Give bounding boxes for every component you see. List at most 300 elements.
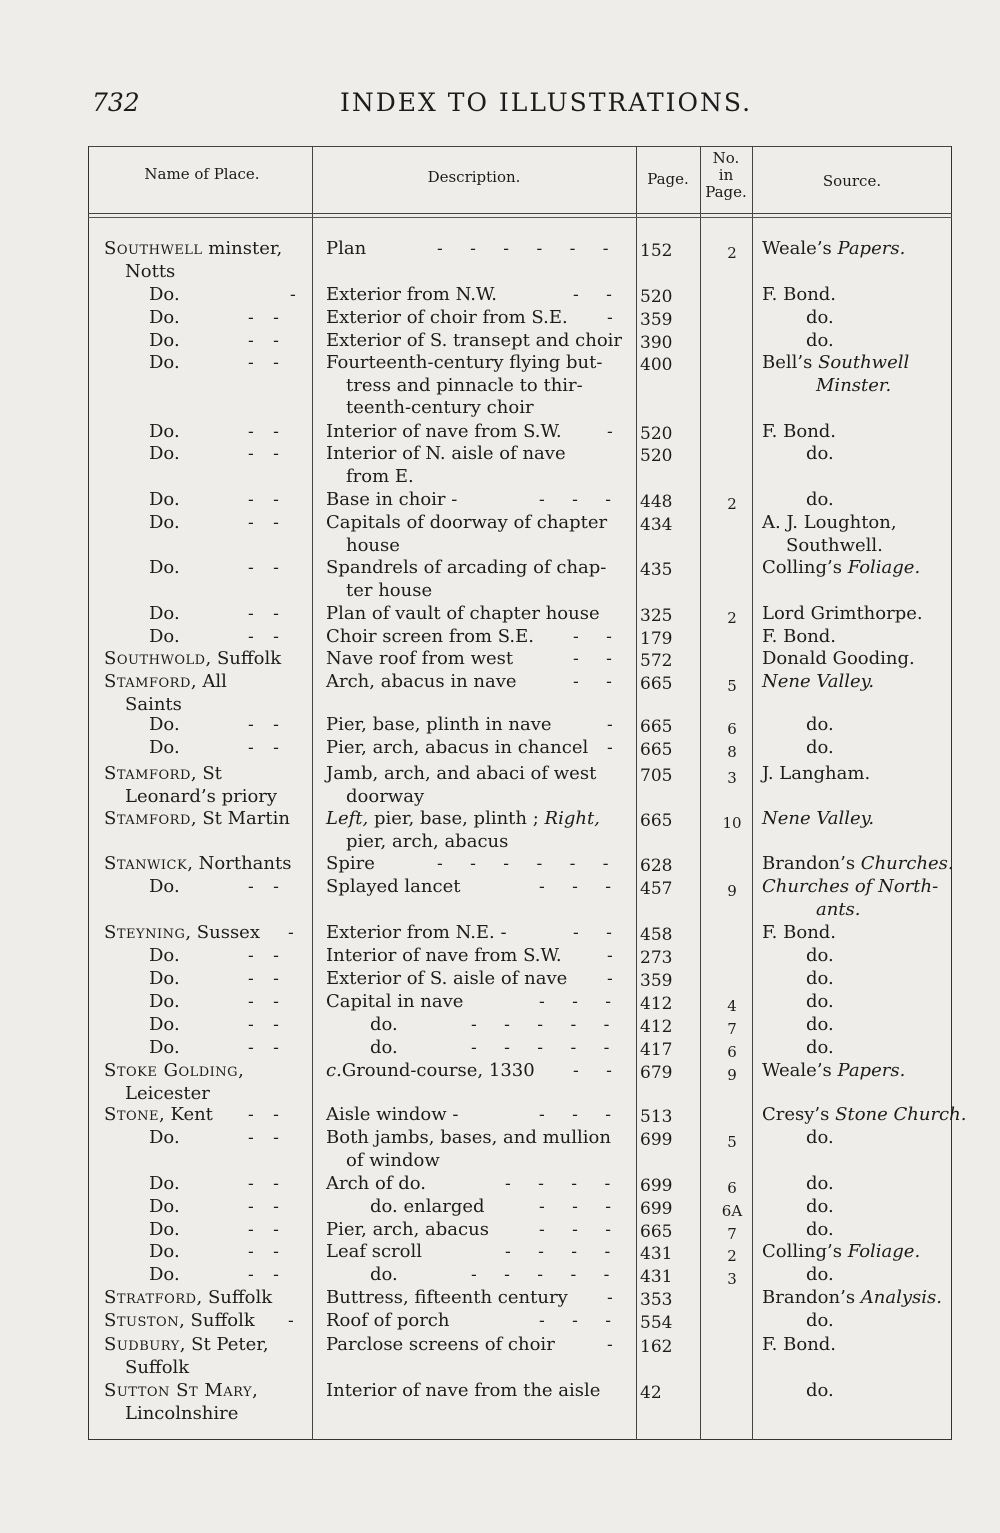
place-name-ditto — [149, 512, 180, 535]
page-reference — [640, 947, 710, 970]
ditto-mark: Do. — [149, 968, 180, 989]
description-text: of window — [346, 1149, 440, 1171]
page-reference — [640, 673, 710, 696]
place-name-main: Stamford — [104, 671, 191, 692]
source-ditto: do. — [806, 1037, 834, 1058]
leader-dashes-text: - - — [248, 1220, 279, 1240]
description — [326, 1287, 568, 1310]
source-italic: Papers. — [837, 238, 906, 259]
leader-dashes-text: - - — [248, 877, 279, 897]
leader-dashes-text: - - — [248, 513, 279, 533]
description — [326, 1334, 555, 1357]
description-continuation — [346, 535, 400, 558]
place-name-rest: , — [238, 1060, 244, 1081]
place-name — [104, 1310, 255, 1333]
place-name-main: Southwold — [104, 648, 206, 669]
leader-dashes — [248, 737, 279, 760]
description — [326, 512, 607, 535]
number-in-page-value: 2 — [727, 609, 737, 627]
source-text: Donald Gooding. — [762, 648, 915, 669]
leader-dashes — [607, 307, 613, 330]
description-continuation — [346, 580, 432, 603]
leader-dashes-text: - - - - - — [471, 1265, 610, 1285]
number-in-page — [702, 1018, 762, 1041]
description-continuation — [346, 375, 583, 398]
page-number-value: 448 — [640, 492, 673, 512]
leader-dashes — [539, 1310, 611, 1333]
place-name-main: Sudbury — [104, 1334, 180, 1355]
ditto-mark: Do. — [149, 307, 180, 328]
page-reference — [640, 286, 710, 309]
description — [326, 1127, 611, 1150]
leader-dashes-text: - - - — [539, 1197, 612, 1217]
leader-dashes-text: - - — [573, 285, 612, 305]
page-reference — [640, 354, 710, 377]
leader-dashes — [539, 1219, 611, 1242]
description-text: Arch of do. — [326, 1173, 426, 1194]
ditto-mark: Do. — [149, 557, 180, 578]
place-name-main: Southwell — [104, 238, 203, 259]
place-name — [104, 922, 260, 945]
ditto-mark: Do. — [149, 1127, 180, 1148]
place-name — [104, 1334, 269, 1357]
leader-dashes-text: - - — [248, 353, 279, 373]
place-name-rest: , All — [190, 671, 227, 692]
description-text: Plan of vault of chapter house — [326, 603, 600, 624]
description-text: ter house — [346, 579, 433, 601]
description-text: do. enlarged — [370, 1196, 485, 1217]
leader-dashes — [248, 1104, 279, 1127]
number-in-page-value: 2 — [727, 1247, 737, 1265]
page-reference — [640, 605, 710, 628]
leader-dashes — [471, 1037, 609, 1060]
number-in-page — [702, 1064, 762, 1087]
source-italic: Foliage. — [847, 1241, 921, 1262]
description — [326, 1380, 600, 1403]
page-number-value: 520 — [640, 446, 673, 466]
place-name-cont-text: Lincolnshire — [125, 1402, 239, 1424]
leader-dashes — [288, 922, 294, 945]
source — [762, 626, 836, 649]
description-text: Choir screen from S.E. — [326, 626, 534, 647]
leader-dashes — [248, 352, 279, 375]
leader-dashes-text: - — [288, 923, 294, 943]
source — [762, 1287, 942, 1310]
source — [806, 1173, 834, 1196]
source-italic: Churches of North- — [762, 876, 939, 897]
place-name-rest: , Suffolk — [179, 1310, 255, 1331]
description — [326, 421, 562, 444]
source — [806, 1127, 834, 1150]
description-text: Fourteenth-century flying but- — [326, 352, 603, 373]
leader-dashes — [248, 557, 279, 580]
place-name — [104, 671, 227, 694]
page-number-value: 412 — [640, 994, 673, 1014]
leader-dashes — [248, 1014, 279, 1037]
number-in-page — [702, 1245, 762, 1268]
page-number-value: 554 — [640, 1313, 673, 1333]
description-continuation — [346, 831, 508, 854]
number-in-page-value: 7 — [727, 1225, 737, 1243]
leader-dashes-text: - - — [248, 969, 279, 989]
place-name-rest: , — [252, 1380, 258, 1401]
column-divider — [312, 146, 313, 1440]
source — [806, 1196, 834, 1219]
page-reference — [640, 993, 710, 1016]
page-reference — [640, 810, 710, 833]
leader-dashes-text: - - - - — [505, 1242, 611, 1262]
page-number-value: 665 — [640, 717, 673, 737]
description-text: tress and pinnacle to thir- — [346, 374, 583, 396]
description-continuation — [346, 1150, 440, 1173]
source — [762, 284, 836, 307]
source-italic: Southwell — [818, 352, 910, 373]
description — [326, 808, 600, 831]
page-reference — [640, 855, 710, 878]
source-text: Cresy’s — [762, 1104, 836, 1125]
leader-dashes-text: - - — [248, 308, 279, 328]
number-in-page — [702, 718, 762, 741]
description-text: house — [346, 534, 400, 556]
description — [326, 1241, 422, 1264]
page-reference — [640, 765, 710, 788]
source-text: F. Bond. — [762, 1334, 837, 1355]
description — [326, 876, 460, 899]
description — [326, 284, 497, 307]
description-text: Plan — [326, 238, 367, 259]
source — [762, 1060, 905, 1083]
number-in-page — [702, 242, 762, 265]
leader-dashes — [288, 1310, 294, 1333]
ditto-mark: Do. — [149, 489, 180, 510]
place-name-main: Sutton St Mary — [104, 1380, 253, 1401]
number-in-page-value: 10 — [722, 814, 742, 832]
ditto-mark: Do. — [149, 603, 180, 624]
place-name-ditto — [149, 876, 180, 899]
page-number-value: 431 — [640, 1244, 673, 1264]
ditto-mark: Do. — [149, 1196, 180, 1217]
description — [326, 1219, 489, 1242]
description-italic: Right, — [544, 808, 600, 829]
page-reference — [640, 1382, 710, 1405]
source-text: Colling’s — [762, 1241, 848, 1262]
description — [326, 603, 600, 626]
page-reference — [640, 1198, 710, 1221]
ditto-mark: Do. — [149, 421, 180, 442]
ditto-mark: Do. — [149, 876, 180, 897]
number-in-page — [702, 675, 762, 698]
description — [326, 330, 622, 353]
source-text: Colling’s — [762, 557, 848, 578]
source — [762, 557, 920, 580]
leader-dashes — [437, 238, 608, 261]
place-name — [104, 648, 281, 671]
leader-dashes-text: - - - - - - — [437, 854, 609, 874]
source-text: F. Bond. — [762, 284, 837, 305]
place-name-continuation — [125, 1403, 238, 1426]
description-text: pier, base, plinth ; — [368, 808, 545, 829]
leader-dashes-text: - - — [248, 331, 279, 351]
source-ditto: do. — [806, 968, 834, 989]
page-reference — [640, 878, 710, 901]
page-reference — [640, 491, 710, 514]
description-text: do. — [370, 1264, 398, 1285]
leader-dashes — [248, 991, 279, 1014]
leader-dashes-text: - - — [248, 1128, 279, 1148]
leader-dashes — [607, 1287, 613, 1310]
source — [806, 991, 834, 1014]
source-ditto: do. — [806, 1264, 834, 1285]
source-italic: Churches. — [860, 853, 954, 874]
source-italic: Foliage. — [847, 557, 921, 578]
source-text: Lord Grimthorpe. — [762, 603, 923, 624]
source — [806, 1264, 834, 1287]
source — [762, 671, 874, 694]
page-number-value: 431 — [640, 1267, 673, 1287]
place-name-main: Stamford — [104, 763, 191, 784]
page-number-value: 359 — [640, 310, 673, 330]
leader-dashes — [573, 284, 612, 307]
page-number-value: 400 — [640, 355, 673, 375]
ditto-mark: Do. — [149, 330, 180, 351]
description-text: Capital in nave — [326, 991, 464, 1012]
page-number-value: 390 — [640, 333, 673, 353]
leader-dashes — [248, 603, 279, 626]
source — [762, 352, 909, 375]
description — [326, 1310, 449, 1333]
place-name-main: Stoke Golding — [104, 1060, 239, 1081]
source — [806, 1380, 834, 1403]
leader-dashes-text: - - — [248, 1174, 279, 1194]
description-text: Buttress, fifteenth century — [326, 1287, 568, 1308]
description-text: Exterior from N.E. - — [326, 922, 507, 943]
source-continuation — [816, 375, 891, 398]
number-in-page-value: 6 — [727, 1179, 737, 1197]
description-text: Exterior of choir from S.E. — [326, 307, 568, 328]
page-reference — [640, 445, 710, 468]
description-text: do. — [370, 1037, 398, 1058]
source-ditto: do. — [806, 1196, 834, 1217]
page-number-value: 628 — [640, 856, 673, 876]
description — [326, 352, 602, 375]
place-name-main: Stanwick — [104, 853, 188, 874]
source — [806, 714, 834, 737]
leader-dashes-text: - - — [248, 1265, 279, 1285]
number-in-page — [702, 1200, 762, 1223]
place-name-cont-text: Leonard’s priory — [125, 785, 278, 807]
description-text: Aisle window - — [326, 1104, 459, 1125]
source-italic: Nene Valley. — [762, 671, 875, 692]
place-name-ditto — [149, 1264, 180, 1287]
place-name-main: Steyning — [104, 922, 186, 943]
description-text: Pier, base, plinth in nave — [326, 714, 552, 735]
leader-dashes-text: - - — [573, 1061, 612, 1081]
ditto-mark: Do. — [149, 512, 180, 533]
page-number-value: 665 — [640, 811, 673, 831]
place-name-rest: , Northants — [187, 853, 292, 874]
leader-dashes-text: - — [607, 1288, 613, 1308]
leader-dashes-text: - - — [248, 946, 279, 966]
place-name-rest: , Suffolk — [205, 648, 282, 669]
description-text: Pier, arch, abacus — [326, 1219, 489, 1240]
number-in-page-value: 5 — [727, 677, 737, 695]
source — [762, 876, 938, 899]
leader-dashes — [573, 922, 612, 945]
description — [326, 763, 596, 786]
description — [326, 489, 457, 512]
leader-dashes-text: - - — [248, 1015, 279, 1035]
description-text: Interior of N. aisle of nave — [326, 443, 566, 464]
description-text: teenth-century choir — [346, 397, 534, 418]
place-name-ditto — [149, 443, 180, 466]
description — [326, 945, 562, 968]
number-in-page — [702, 1131, 762, 1154]
leader-dashes — [248, 1173, 279, 1196]
leader-dashes — [248, 421, 279, 444]
number-in-page-value: 5 — [727, 1133, 737, 1151]
page-number-value: 353 — [640, 1290, 673, 1310]
leader-dashes-text: - — [607, 308, 613, 328]
leader-dashes — [471, 1014, 609, 1037]
number-in-page-value: 3 — [727, 769, 737, 787]
number-in-page — [702, 741, 762, 764]
description-text: Capitals of doorway of chapter — [326, 512, 608, 533]
description — [326, 714, 552, 737]
description — [326, 557, 606, 580]
leader-dashes-text: - — [607, 946, 613, 966]
place-name-cont-text: Saints — [125, 693, 182, 715]
page-number-value: 434 — [640, 515, 673, 535]
page-reference — [640, 1336, 710, 1359]
number-in-page — [702, 493, 762, 516]
source-ditto: do. — [806, 1219, 834, 1240]
description — [326, 626, 534, 649]
leader-dashes — [539, 1196, 611, 1219]
leader-dashes-text: - - - — [539, 490, 612, 510]
page-number-value: 325 — [640, 606, 673, 626]
number-in-page-value: 2 — [727, 495, 737, 513]
leader-dashes-text: - - — [248, 1038, 279, 1058]
number-in-page — [702, 767, 762, 790]
page-reference — [640, 1266, 710, 1289]
description-text: Pier, arch, abacus in chancel — [326, 737, 589, 758]
ditto-mark: Do. — [149, 1264, 180, 1285]
place-name-rest: , Kent — [159, 1104, 213, 1125]
place-name-ditto — [149, 714, 180, 737]
description-text: Nave roof from west — [326, 648, 514, 669]
leader-dashes-text: - - — [248, 490, 279, 510]
page-number-value: 665 — [640, 1222, 673, 1242]
leader-dashes-text: - — [607, 715, 613, 735]
page-number-value: 665 — [640, 740, 673, 760]
place-name-ditto — [149, 330, 180, 353]
leader-dashes — [607, 1334, 613, 1357]
leader-dashes-text: - — [607, 969, 613, 989]
leader-dashes-text: - - - — [539, 1311, 612, 1331]
description-continuation — [346, 786, 424, 809]
source-text: J. Langham. — [762, 763, 871, 784]
place-name-ditto — [149, 1014, 180, 1037]
place-name-continuation — [125, 1083, 210, 1106]
leader-dashes-text: - - — [248, 992, 279, 1012]
leader-dashes-text: - — [288, 1311, 294, 1331]
leader-dashes-text: - - — [573, 627, 612, 647]
place-name-ditto — [149, 307, 180, 330]
ditto-mark: Do. — [149, 1241, 180, 1262]
page-reference — [640, 1062, 710, 1085]
place-name-rest: , Sussex — [185, 922, 260, 943]
leader-dashes-text: - - - - - — [471, 1015, 610, 1035]
place-name-ditto — [149, 352, 180, 375]
page-reference — [640, 309, 710, 332]
place-name-cont-text: Leicester — [125, 1082, 210, 1104]
leader-dashes — [471, 1264, 609, 1287]
description-text: Ground-course, — [341, 1060, 489, 1081]
page-reference — [640, 650, 710, 673]
place-name-rest: minster, — [202, 238, 283, 259]
page-number-value: 417 — [640, 1040, 673, 1060]
leader-dashes — [607, 945, 613, 968]
description — [370, 1014, 398, 1037]
source-ditto: do. — [806, 714, 834, 735]
page-reference — [640, 514, 710, 537]
source-ditto: do. — [806, 737, 834, 758]
description-text: Interior of nave from S.W. — [326, 421, 562, 442]
leader-dashes — [248, 1127, 279, 1150]
source — [806, 945, 834, 968]
description — [326, 238, 366, 261]
leader-dashes — [248, 1264, 279, 1287]
page-number-value: 520 — [640, 424, 673, 444]
leader-dashes — [573, 671, 612, 694]
leader-dashes — [573, 1060, 612, 1083]
source-ditto: do. — [806, 1014, 834, 1035]
description-text: Arch, abacus in nave — [326, 671, 517, 692]
source — [806, 1219, 834, 1242]
description-text: do. — [370, 1014, 398, 1035]
column-header-source: Source. — [822, 172, 882, 190]
description — [326, 443, 566, 466]
place-name-continuation — [125, 786, 277, 809]
leader-dashes — [505, 1173, 610, 1196]
leader-dashes — [573, 648, 612, 671]
page-number-value: 699 — [640, 1199, 673, 1219]
source — [762, 512, 897, 535]
page-reference — [640, 559, 710, 582]
leader-dashes — [248, 1196, 279, 1219]
page-number-value: 458 — [640, 925, 673, 945]
source-ditto: do. — [806, 945, 834, 966]
place-name-continuation — [125, 694, 182, 717]
source-ditto: do. — [806, 307, 834, 328]
place-name — [104, 1287, 272, 1310]
source-text: F. Bond. — [762, 421, 837, 442]
page-number-value: 435 — [640, 560, 673, 580]
leader-dashes — [607, 737, 613, 760]
description-text: Exterior of S. transept and choir — [326, 330, 623, 351]
leader-dashes-text: - — [607, 1335, 613, 1355]
number-in-page-value: 9 — [727, 882, 737, 900]
source — [806, 1310, 834, 1333]
description-text: Splayed lancet — [326, 876, 461, 897]
source — [806, 307, 834, 330]
description — [370, 1196, 485, 1219]
ditto-mark: Do. — [149, 737, 180, 758]
leader-dashes — [248, 626, 279, 649]
ditto-mark: Do. — [149, 991, 180, 1012]
page-number-value: 412 — [640, 1017, 673, 1037]
leader-dashes — [505, 1241, 610, 1264]
